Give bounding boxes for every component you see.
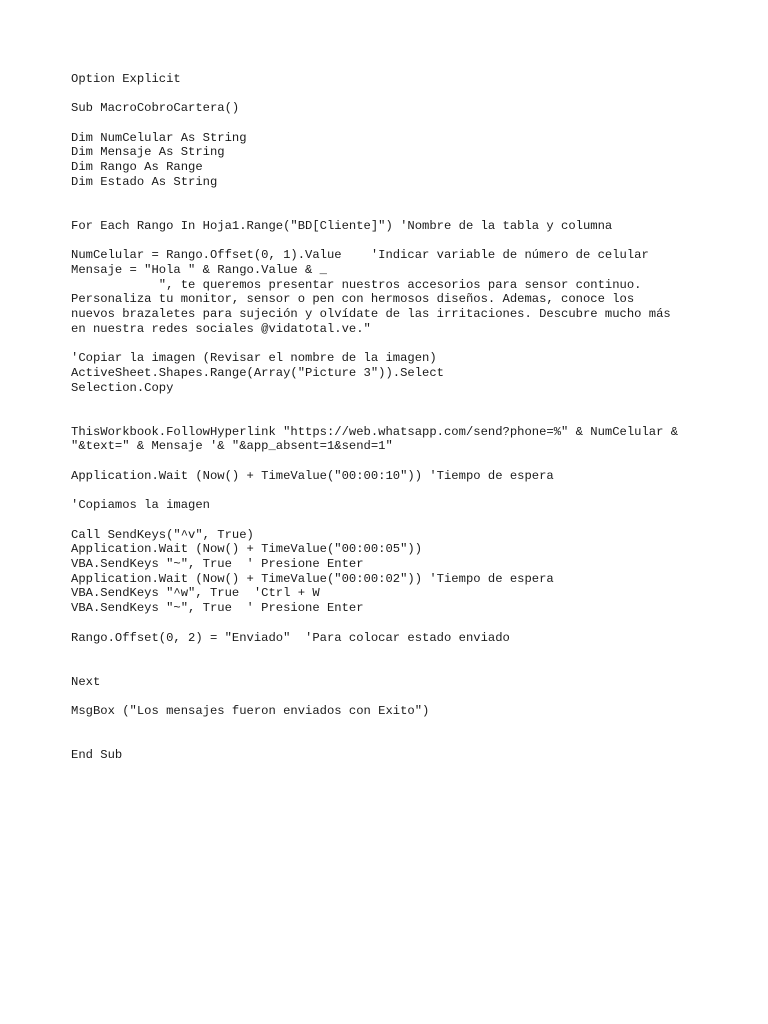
code-line: Application.Wait (Now() + TimeValue("00:00:02")) 'Tiempo de espera — [71, 571, 554, 586]
code-line: Call SendKeys("^v", True) — [71, 527, 254, 542]
code-line: "&text=" & Mensaje '& "&app_absent=1&send=1" — [71, 439, 393, 454]
code-line: en nuestra redes sociales @vidatotal.ve." — [71, 321, 371, 336]
code-line: Mensaje = "Hola " & Rango.Value & _ — [71, 263, 327, 278]
code-block — [71, 72, 731, 763]
blank-line — [71, 689, 731, 704]
blank-line — [71, 719, 731, 734]
code-line: Dim Mensaje As String — [71, 145, 225, 160]
code-line: 'Copiamos la imagen — [71, 498, 210, 513]
code-line: Application.Wait (Now() + TimeValue("00:00:05")) — [71, 542, 423, 557]
code-line: MsgBox ("Los mensajes fueron enviados con Exito") — [71, 704, 430, 718]
code-line: Option Explicit — [71, 72, 181, 86]
code-line: 'Copiar la imagen (Revisar el nombre de la imagen) — [71, 351, 437, 366]
code-line: For Each Rango In Hoja1.Range("BD[Cliente]") 'Nombre de la tabla y columna — [71, 218, 613, 233]
blank-line — [71, 660, 731, 675]
code-line: Rango.Offset(0, 2) = "Enviado" 'Para colocar estado enviado — [71, 630, 510, 645]
code-line: VBA.SendKeys "~", True ' Presione Enter — [71, 601, 364, 616]
blank-line — [71, 395, 731, 410]
code-line: nuevos brazaletes para sujeción y olvídate de las irritaciones. Descubre mucho más — [71, 307, 671, 322]
blank-line — [71, 190, 731, 205]
blank-line — [71, 234, 731, 249]
blank-line — [71, 204, 731, 219]
code-line: End Sub — [71, 748, 123, 763]
blank-line — [71, 733, 731, 748]
code-line: VBA.SendKeys "~", True ' Presione Enter — [71, 557, 364, 572]
code-line: Personaliza tu monitor, sensor o pen con hermosos diseños. Ademas, conoce los — [71, 292, 635, 307]
code-line: ", te queremos presentar nuestros accesorios para sensor continuo. — [71, 277, 642, 292]
blank-line — [71, 513, 731, 528]
code-line: Dim Rango As Range — [71, 160, 203, 175]
blank-line — [71, 410, 731, 425]
blank-line — [71, 484, 731, 499]
blank-line — [71, 87, 731, 102]
blank-line — [71, 116, 731, 131]
blank-line — [71, 645, 731, 660]
code-line: Dim NumCelular As String — [71, 130, 247, 145]
code-line: Dim Estado As String — [71, 174, 218, 189]
blank-line — [71, 454, 731, 469]
code-line: Next — [71, 674, 101, 689]
code-line: Selection.Copy — [71, 380, 174, 395]
code-line: Sub MacroCobroCartera() — [71, 101, 240, 116]
code-line: ThisWorkbook.FollowHyperlink "https://web.whatsapp.com/send?phone=%" & NumCelular & — [71, 424, 679, 439]
code-line: ActiveSheet.Shapes.Range(Array("Picture 3")).Select — [71, 365, 444, 380]
blank-line — [71, 337, 731, 352]
code-line: VBA.SendKeys "^w", True 'Ctrl + W — [71, 586, 320, 601]
code-line: NumCelular = Rango.Offset(0, 1).Value 'Indicar variable de número de celular — [71, 248, 649, 263]
blank-line — [71, 616, 731, 631]
code-line: Application.Wait (Now() + TimeValue("00:00:10")) 'Tiempo de espera — [71, 468, 554, 483]
